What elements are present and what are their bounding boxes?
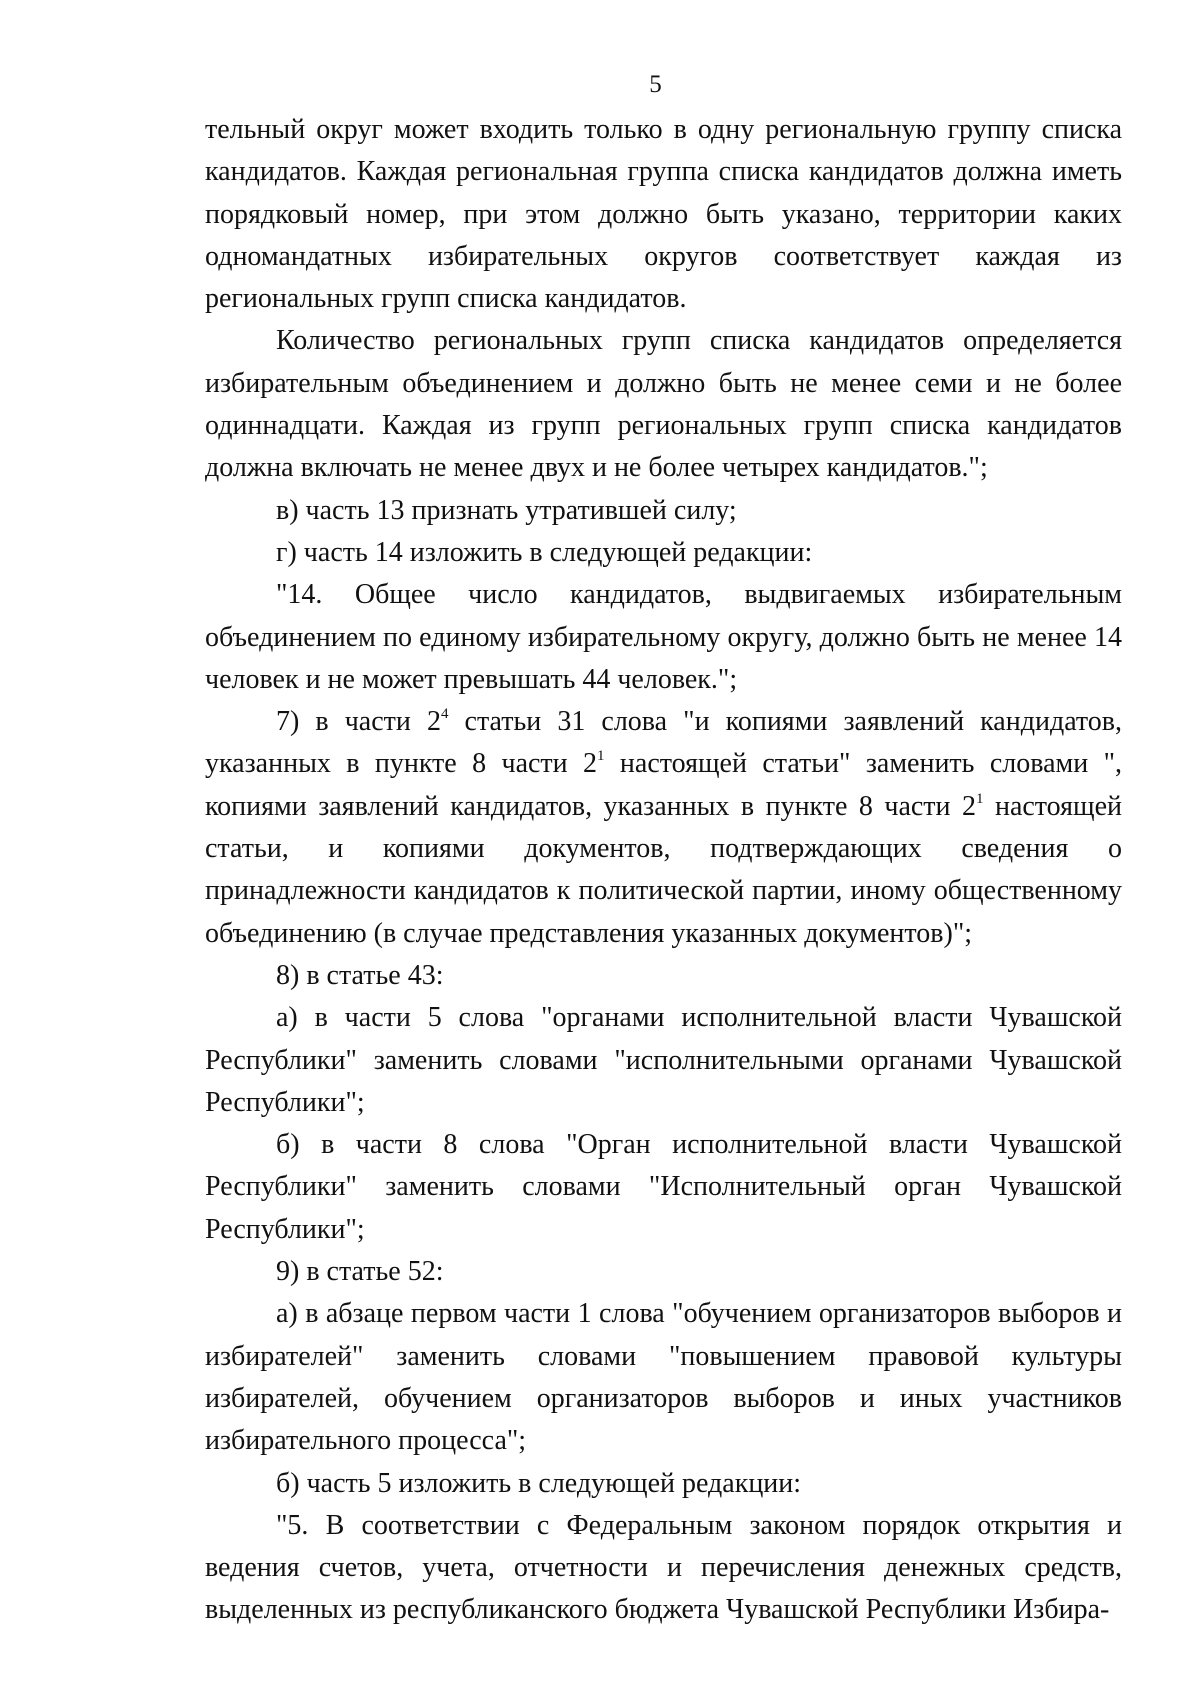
paragraph-text: б) часть 5 изложить в следующей редакции:	[276, 1467, 802, 1499]
paragraph-13	[205, 1505, 1122, 1632]
paragraph-text: а) в части 5 слова "органами исполнительной власти Чувашской Республики" заменить словами "исполнительными органами Чувашской Республики";	[205, 1002, 1122, 1118]
paragraph-9	[205, 1124, 1122, 1251]
paragraph-text: б) в части 8 слова "Орган исполнительной власти Чувашской Республики" заменить словами "Исполнительный орган Чувашской Республики";	[205, 1129, 1122, 1245]
paragraph-text: г) часть 14 изложить в следующей редакции:	[276, 536, 813, 568]
paragraph-text: Количество региональных групп списка кандидатов определяется избирательным объединением и должно быть не менее семи и не более одиннадцати. Каждая из групп региональных групп списка кандидатов должна включать не менее двух и не более четырех кандидатов.";	[205, 325, 1122, 484]
paragraph-4	[205, 532, 1122, 574]
superscript: 4	[440, 706, 449, 723]
paragraph-11	[205, 1293, 1122, 1462]
paragraph-8	[205, 997, 1122, 1124]
paragraph-6	[205, 701, 1122, 955]
paragraph-text: тельный округ может входить только в одну региональную группу списка кандидатов. Каждая региональная группа списка кандидатов должна иметь порядковый номер, при этом должно быть указано, территории каких одномандатных избирательных округов соответствует каждая из региональных групп списка кандидатов.	[205, 114, 1122, 315]
superscript: 1	[597, 748, 605, 765]
paragraph-text: в) часть 13 признать утратившей силу;	[276, 494, 737, 526]
paragraph-12	[205, 1463, 1122, 1505]
paragraph-text: настоящей статьи, и копиями документов, подтверждающих сведения о принадлежности кандидатов к политической партии, иному общественному объединению (в случае представления указанных документов)";	[205, 790, 1122, 949]
paragraph-1	[205, 109, 1122, 320]
paragraph-7	[205, 955, 1122, 997]
paragraph-text: 7) в части 2	[276, 706, 441, 738]
paragraph-text: "14. Общее число кандидатов, выдвигаемых избирательным объединением по единому избирательному округу, должно быть не менее 14 человек и не может превышать 44 человек.";	[205, 579, 1122, 695]
superscript: 1	[976, 790, 984, 807]
paragraph-text: настоящей статьи" заменить словами ", копиями заявлений кандидатов, указанных в пункте 8 части 2	[205, 748, 1123, 822]
paragraph-10	[205, 1251, 1122, 1293]
paragraph-3	[205, 490, 1122, 532]
paragraph-2	[205, 320, 1122, 489]
document-body	[205, 109, 1122, 1632]
paragraph-text: 9) в статье 52:	[276, 1256, 444, 1288]
page-number: 5	[649, 71, 662, 98]
paragraph-5	[205, 574, 1122, 701]
paragraph-text: "5. В соответствии с Федеральным законом порядок открытия и ведения счетов, учета, отчетности и перечисления денежных средств, выделенных из республиканского бюджета Чувашской Республики Избира-	[205, 1509, 1122, 1626]
paragraph-text: 8) в статье 43:	[276, 959, 444, 991]
paragraph-text: статьи 31 слова "и копиями заявлений кандидатов, указанных в пункте 8 части 2	[205, 706, 1122, 780]
paragraph-text: а) в абзаце первом части 1 слова "обучением организаторов выборов и избирателей" заменить словами "повышением правовой культуры избирателей, обучением организаторов выборов и иных участников избирательного процесса";	[205, 1298, 1122, 1457]
